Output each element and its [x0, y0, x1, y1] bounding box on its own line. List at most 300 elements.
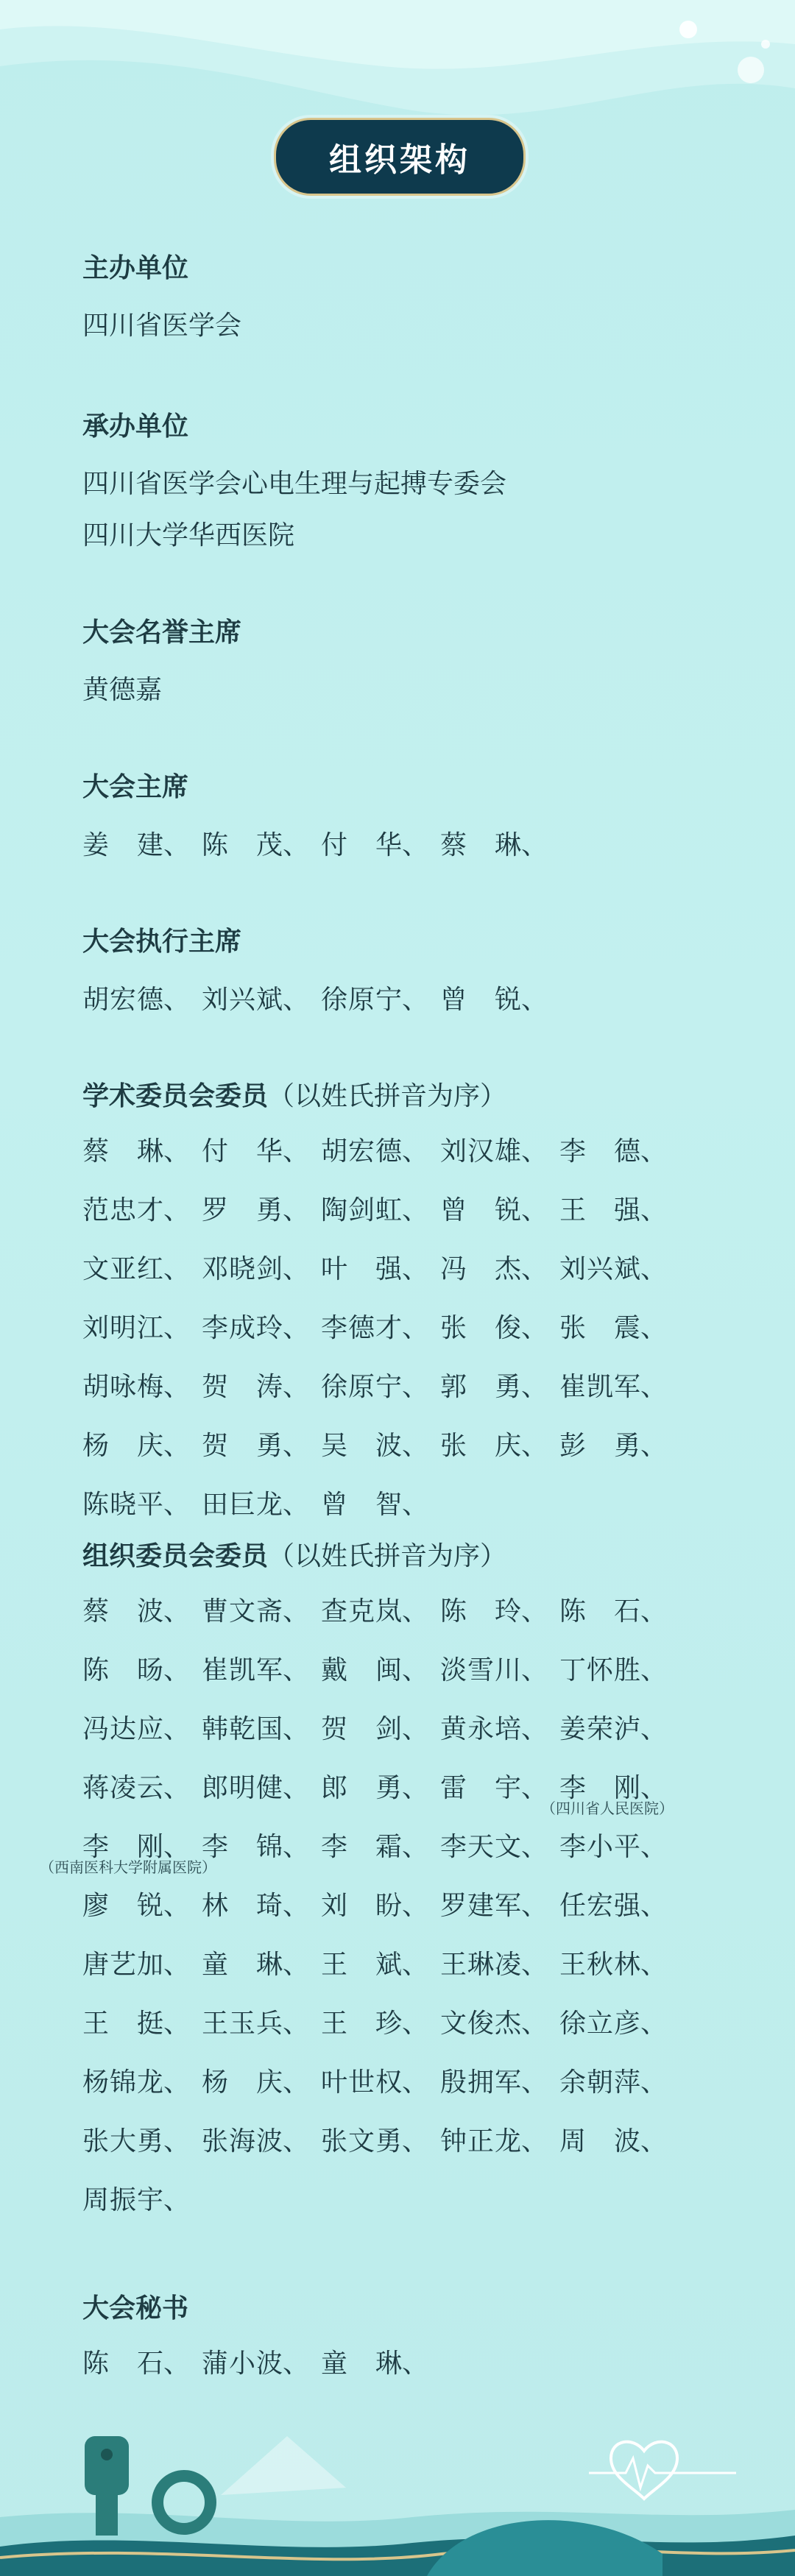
member-name-text: 曾锐 — [440, 985, 521, 1015]
member-name-text: 田巨龙 — [202, 1490, 283, 1520]
member-name-text: 叶强 — [321, 1254, 402, 1284]
name-grid — [82, 1122, 730, 1535]
committee-member-name — [559, 1417, 679, 1476]
name-separator: 、 — [283, 1254, 310, 1284]
name-separator: 、 — [640, 1891, 668, 1921]
member-name-text: 王斌 — [321, 1950, 402, 1980]
member-name-text: 陶剑虹 — [321, 1195, 402, 1225]
name-separator: 、 — [640, 1313, 668, 1343]
affiliation-note: （西南医科大学附属医院） — [40, 1858, 216, 1876]
name-separator: 、 — [521, 2009, 548, 2039]
committee-member-name — [82, 1995, 202, 2053]
member-name-text: 文俊杰 — [440, 2009, 521, 2039]
name-separator: 、 — [283, 1195, 310, 1225]
name-row — [82, 1582, 730, 1641]
name-separator: 、 — [521, 1313, 548, 1343]
member-name-text: 彭勇 — [559, 1431, 640, 1461]
member-name-text: 唐艺加 — [82, 1950, 163, 1980]
committee-member-name — [440, 2053, 559, 2112]
name-row — [82, 2053, 730, 2112]
name-separator: 、 — [402, 1596, 429, 1627]
committee-member-name — [202, 2053, 321, 2112]
committee-member-name — [440, 1582, 559, 1641]
name-separator: 、 — [521, 2067, 548, 2098]
member-name-text: 胡宏德 — [82, 985, 163, 1015]
name-separator: 、 — [640, 1950, 668, 1980]
committee-member-name — [202, 1417, 321, 1476]
committee-member-name — [82, 1582, 202, 1641]
committee-member-name — [202, 1818, 321, 1877]
name-separator: 、 — [521, 1195, 548, 1225]
committee-member-name — [202, 1582, 321, 1641]
name-separator: 、 — [521, 1372, 548, 1402]
name-separator: 、 — [283, 1832, 310, 1862]
name-separator: 、 — [402, 1195, 429, 1225]
section-line: 黄德嘉 — [82, 675, 163, 705]
name-separator: 、 — [640, 1136, 668, 1167]
name-separator: 、 — [163, 2009, 191, 2039]
name-separator: 、 — [402, 1891, 429, 1921]
member-name-text: 钟正龙 — [440, 2126, 521, 2156]
committee-member-name — [202, 971, 321, 1030]
section-title: 大会秘书 — [82, 2293, 189, 2324]
member-name-text: 童琳 — [202, 1950, 283, 1980]
name-separator: 、 — [283, 1655, 310, 1685]
name-separator: 、 — [163, 2349, 191, 2379]
member-name-text: 李成玲 — [202, 1313, 283, 1343]
name-separator: 、 — [283, 985, 310, 1015]
committee-member-name — [321, 1122, 440, 1181]
name-separator: 、 — [521, 830, 548, 860]
member-name-text: 王玉兵 — [202, 2009, 283, 2039]
name-grid — [82, 971, 730, 1030]
name-separator: 、 — [163, 830, 191, 860]
name-separator: 、 — [640, 1372, 668, 1402]
committee-member-name — [82, 1476, 202, 1535]
member-name-text: 李锦 — [202, 1832, 283, 1862]
name-separator: 、 — [283, 1313, 310, 1343]
member-name-text: 周波 — [559, 2126, 640, 2156]
member-name-text: 姜荣泸 — [559, 1714, 640, 1744]
committee-member-name — [82, 1122, 202, 1181]
committee-member-name — [321, 1936, 440, 1995]
name-separator: 、 — [402, 1832, 429, 1862]
member-name-text: 吴波 — [321, 1431, 402, 1461]
committee-member-name — [321, 1476, 440, 1535]
committee-member-name — [40, 1818, 216, 1877]
committee-member-name — [321, 1818, 440, 1877]
name-separator: 、 — [640, 2126, 668, 2156]
member-name-text: 张俊 — [440, 1313, 521, 1343]
name-separator: 、 — [402, 2067, 429, 2098]
committee-member-name — [440, 816, 559, 875]
name-row — [82, 1358, 730, 1417]
committee-member-name — [82, 1240, 202, 1299]
member-name-text: 张海波 — [202, 2126, 283, 2156]
committee-member-name — [541, 1759, 679, 1818]
name-row — [82, 1240, 730, 1299]
section-host — [82, 250, 730, 352]
member-name-text: 文亚红 — [82, 1254, 163, 1284]
committee-member-name — [82, 2171, 202, 2230]
name-separator: 、 — [163, 1655, 191, 1685]
member-name-text: 张文勇 — [321, 2126, 402, 2156]
name-separator: 、 — [402, 1136, 429, 1167]
member-name-text: 付华 — [202, 1136, 283, 1167]
committee-member-name — [559, 1700, 679, 1759]
member-name-text: 余朝萍 — [559, 2067, 640, 2098]
name-row — [82, 971, 730, 1030]
name-row — [82, 1417, 730, 1476]
name-separator: 、 — [402, 830, 429, 860]
committee-member-name — [559, 1240, 679, 1299]
member-name-text: 王琳凌 — [440, 1950, 521, 1980]
member-name-text: 蒲小波 — [202, 2349, 283, 2379]
name-separator: 、 — [163, 1596, 191, 1627]
member-name-text: 杨庆 — [202, 2067, 283, 2098]
name-separator: 、 — [521, 1655, 548, 1685]
committee-member-name — [202, 1476, 321, 1535]
committee-member-name — [82, 2335, 202, 2393]
member-name-text: 胡宏德 — [321, 1136, 402, 1167]
name-separator: 、 — [402, 1254, 429, 1284]
page-title: 组织架构 — [329, 141, 470, 179]
section-line: 四川省医学会 — [82, 311, 242, 341]
name-row — [82, 1700, 730, 1759]
name-separator: 、 — [283, 1431, 310, 1461]
member-name-text: 雷宇 — [440, 1773, 521, 1803]
member-name-text: 王挺 — [82, 2009, 163, 2039]
name-separator: 、 — [521, 1891, 548, 1921]
name-separator: 、 — [521, 985, 548, 1015]
name-separator: 、 — [402, 1431, 429, 1461]
section-title-text: 组织委员会委员 — [82, 1541, 269, 1571]
committee-member-name — [321, 1877, 440, 1936]
name-separator: 、 — [640, 1254, 668, 1284]
name-separator: 、 — [163, 1431, 191, 1461]
section-title: 大会名誉主席 — [82, 618, 242, 648]
committee-member-name — [82, 1877, 202, 1936]
committee-member-name — [440, 1818, 559, 1877]
name-row — [82, 1877, 730, 1936]
name-separator: 、 — [283, 2126, 310, 2156]
name-separator: 、 — [163, 2185, 191, 2215]
committee-member-name — [559, 1358, 679, 1417]
name-row — [82, 2112, 730, 2171]
section-title-text: 学术委员会委员 — [82, 1081, 269, 1111]
member-name-text: 蒋凌云 — [82, 1773, 163, 1803]
name-separator: 、 — [283, 1490, 310, 1520]
name-separator: 、 — [163, 1313, 191, 1343]
committee-member-name — [440, 1700, 559, 1759]
name-separator: 、 — [402, 2126, 429, 2156]
committee-member-name — [202, 2112, 321, 2171]
member-name-text: 王秋林 — [559, 1950, 640, 1980]
committee-member-name — [202, 1641, 321, 1700]
committee-member-name — [202, 1877, 321, 1936]
member-name-text: 殷拥军 — [440, 2067, 521, 2098]
name-separator: 、 — [521, 1136, 548, 1167]
member-name-text: 张大勇 — [82, 2126, 163, 2156]
member-name-text: 徐原宁 — [321, 985, 402, 1015]
page-title-badge — [274, 118, 526, 196]
name-row — [82, 2335, 730, 2393]
name-grid — [82, 2335, 730, 2393]
committee-member-name — [440, 1995, 559, 2053]
committee-member-name — [82, 2112, 202, 2171]
name-separator: 、 — [402, 1950, 429, 1980]
member-name-text: 林琦 — [202, 1891, 283, 1921]
name-separator: 、 — [283, 1773, 310, 1803]
member-name-text: 李德才 — [321, 1313, 402, 1343]
name-row — [82, 1476, 730, 1535]
name-separator: 、 — [402, 1714, 429, 1744]
name-separator: 、 — [521, 2126, 548, 2156]
name-separator: 、 — [640, 1832, 668, 1862]
name-separator: 、 — [402, 1372, 429, 1402]
committee-member-name — [202, 1995, 321, 2053]
committee-member-name — [559, 1641, 679, 1700]
member-name-text: 李天文 — [440, 1832, 521, 1862]
member-name-text: 王强 — [559, 1195, 640, 1225]
name-separator: 、 — [402, 1490, 429, 1520]
committee-member-name — [202, 1181, 321, 1240]
committee-member-name — [440, 2112, 559, 2171]
section-title-note: （以姓氏拼音为序） — [268, 1081, 507, 1111]
name-separator: 、 — [521, 1254, 548, 1284]
committee-member-name — [202, 1759, 321, 1818]
committee-member-name — [82, 1358, 202, 1417]
committee-member-name — [559, 1181, 679, 1240]
member-name-text: 贺勇 — [202, 1431, 283, 1461]
name-separator: 、 — [521, 1832, 548, 1862]
committee-member-name — [82, 971, 202, 1030]
committee-member-name — [202, 816, 321, 875]
affiliation-note: （四川省人民医院） — [541, 1800, 674, 1817]
committee-member-name — [321, 2053, 440, 2112]
member-name-text: 李霜 — [321, 1832, 402, 1862]
member-name-text: 贺剑 — [321, 1714, 402, 1744]
name-separator: 、 — [163, 1773, 191, 1803]
member-name-text: 郭勇 — [440, 1372, 521, 1402]
section-line: 四川省医学会心电生理与起搏专委会 — [82, 469, 507, 499]
name-separator: 、 — [163, 1950, 191, 1980]
name-separator: 、 — [163, 1714, 191, 1744]
name-separator: 、 — [640, 1714, 668, 1744]
member-name-text: 蔡琳 — [82, 1136, 163, 1167]
member-name-text: 胡咏梅 — [82, 1372, 163, 1402]
member-name-text: 贺涛 — [202, 1372, 283, 1402]
committee-member-name — [82, 1417, 202, 1476]
committee-member-name — [82, 816, 202, 875]
committee-member-name — [559, 1936, 679, 1995]
committee-member-name — [202, 1358, 321, 1417]
name-separator: 、 — [283, 2349, 310, 2379]
member-name-text: 陈旸 — [82, 1655, 163, 1685]
committee-member-name — [321, 1582, 440, 1641]
name-separator: 、 — [402, 1655, 429, 1685]
section-title: 承办单位 — [82, 411, 189, 442]
member-name-text: 叶世权 — [321, 2067, 402, 2098]
name-separator: 、 — [163, 1832, 191, 1862]
section-organizing-committee — [40, 1538, 730, 2230]
member-name-text: 刘兴斌 — [559, 1254, 640, 1284]
name-row — [82, 1299, 730, 1358]
heart-ecg-icon — [589, 2442, 736, 2499]
name-separator: 、 — [283, 2009, 310, 2039]
committee-member-name — [440, 1358, 559, 1417]
name-separator: 、 — [163, 1891, 191, 1921]
member-name-text: 张庆 — [440, 1431, 521, 1461]
name-grid — [82, 816, 730, 875]
member-name-text: 曹文斋 — [202, 1596, 283, 1627]
member-name-text: 陈玲 — [440, 1596, 521, 1627]
member-name-text: 蔡波 — [82, 1596, 163, 1627]
name-separator: 、 — [640, 1655, 668, 1685]
member-name-text: 李德 — [559, 1136, 640, 1167]
name-row — [82, 2171, 730, 2230]
name-separator: 、 — [640, 1431, 668, 1461]
name-separator: 、 — [283, 830, 310, 860]
member-name-text: 查克岚 — [321, 1596, 402, 1627]
committee-member-name — [82, 2053, 202, 2112]
committee-member-name — [559, 1582, 679, 1641]
name-row — [82, 1122, 730, 1181]
member-name-text: 罗建军 — [440, 1891, 521, 1921]
committee-member-name — [559, 1818, 679, 1877]
section-title: 主办单位 — [82, 253, 189, 283]
committee-member-name — [202, 1700, 321, 1759]
member-name-text: 李小平 — [559, 1832, 640, 1862]
member-name-text: 王珍 — [321, 2009, 402, 2039]
committee-member-name — [559, 1122, 679, 1181]
section-academic-committee — [82, 1078, 730, 1535]
name-separator: 、 — [283, 1714, 310, 1744]
committee-member-name — [440, 1181, 559, 1240]
name-separator: 、 — [163, 1490, 191, 1520]
name-separator: 、 — [163, 985, 191, 1015]
name-separator: 、 — [402, 1313, 429, 1343]
member-name-text: 姜建 — [82, 830, 163, 860]
committee-member-name — [321, 1641, 440, 1700]
committee-member-name — [82, 1759, 202, 1818]
name-separator: 、 — [283, 1950, 310, 1980]
name-separator: 、 — [640, 2067, 668, 2098]
member-name-text: 徐原宁 — [321, 1372, 402, 1402]
name-separator: 、 — [283, 2067, 310, 2098]
committee-member-name — [440, 1641, 559, 1700]
member-name-text: 任宏强 — [559, 1891, 640, 1921]
member-name-text: 刘盼 — [321, 1891, 402, 1921]
member-name-text: 郎勇 — [321, 1773, 402, 1803]
member-name-text: 蔡琳 — [440, 830, 521, 860]
committee-member-name — [559, 1995, 679, 2053]
committee-member-name — [321, 971, 440, 1030]
committee-member-name — [559, 2112, 679, 2171]
committee-member-name — [321, 1759, 440, 1818]
committee-member-name — [202, 1299, 321, 1358]
name-separator: 、 — [163, 2067, 191, 2098]
name-separator: 、 — [521, 1596, 548, 1627]
name-row — [82, 1181, 730, 1240]
name-separator: 、 — [163, 1195, 191, 1225]
member-name-text: 冯达应 — [82, 1714, 163, 1744]
member-name-text: 刘汉雄 — [440, 1136, 521, 1167]
name-row — [82, 1995, 730, 2053]
committee-member-name — [440, 1417, 559, 1476]
committee-member-name — [321, 1358, 440, 1417]
committee-member-name — [440, 1122, 559, 1181]
member-name-text: 李刚 — [559, 1773, 640, 1803]
name-separator: 、 — [402, 985, 429, 1015]
member-name-text: 付华 — [321, 830, 402, 860]
name-separator: 、 — [640, 1773, 668, 1803]
section-title — [82, 1538, 730, 1575]
member-name-text: 周振宇 — [82, 2185, 163, 2215]
member-name-text: 冯杰 — [440, 1254, 521, 1284]
member-name-text: 曾锐 — [440, 1195, 521, 1225]
committee-member-name — [202, 2335, 321, 2393]
section-executive-chair — [82, 924, 730, 1030]
committee-member-name — [202, 1122, 321, 1181]
committee-member-name — [321, 2112, 440, 2171]
committee-member-name — [440, 971, 559, 1030]
name-row — [82, 1641, 730, 1700]
name-row — [82, 816, 730, 875]
member-name-text: 刘明江 — [82, 1313, 163, 1343]
name-separator: 、 — [402, 2009, 429, 2039]
name-separator: 、 — [163, 1254, 191, 1284]
name-separator: 、 — [283, 1372, 310, 1402]
name-separator: 、 — [163, 1372, 191, 1402]
name-row — [40, 1818, 730, 1877]
name-separator: 、 — [521, 1950, 548, 1980]
name-row — [82, 1936, 730, 1995]
member-name-text: 淡雪川 — [440, 1655, 521, 1685]
name-separator: 、 — [283, 1891, 310, 1921]
committee-member-name — [82, 1936, 202, 1995]
section-honorary-chair — [82, 615, 730, 716]
name-separator: 、 — [521, 1773, 548, 1803]
section-title: 大会执行主席 — [82, 927, 242, 957]
name-separator: 、 — [283, 1136, 310, 1167]
committee-member-name — [321, 1417, 440, 1476]
member-name-text: 陈晓平 — [82, 1490, 163, 1520]
name-separator: 、 — [283, 1596, 310, 1627]
member-name-text: 黄永培 — [440, 1714, 521, 1744]
member-name-text: 杨锦龙 — [82, 2067, 163, 2098]
member-name-text: 张震 — [559, 1313, 640, 1343]
member-name-text: 徐立彦 — [559, 2009, 640, 2039]
committee-member-name — [82, 1641, 202, 1700]
name-grid — [40, 1582, 730, 2230]
committee-member-name — [440, 1240, 559, 1299]
name-separator: 、 — [640, 2009, 668, 2039]
committee-member-name — [321, 2335, 440, 2393]
member-name-text: 范忠才 — [82, 1195, 163, 1225]
member-name-text: 崔凯军 — [202, 1655, 283, 1685]
member-name-text: 李刚 — [82, 1832, 163, 1862]
committee-member-name — [202, 1936, 321, 1995]
member-name-text: 陈茂 — [202, 830, 283, 860]
committee-member-name — [82, 1700, 202, 1759]
member-name-text: 陈石 — [559, 1596, 640, 1627]
section-organizer — [82, 408, 730, 562]
committee-member-name — [82, 1299, 202, 1358]
name-separator: 、 — [163, 2126, 191, 2156]
committee-member-name — [82, 1181, 202, 1240]
section-title-note: （以姓氏拼音为序） — [268, 1541, 507, 1571]
